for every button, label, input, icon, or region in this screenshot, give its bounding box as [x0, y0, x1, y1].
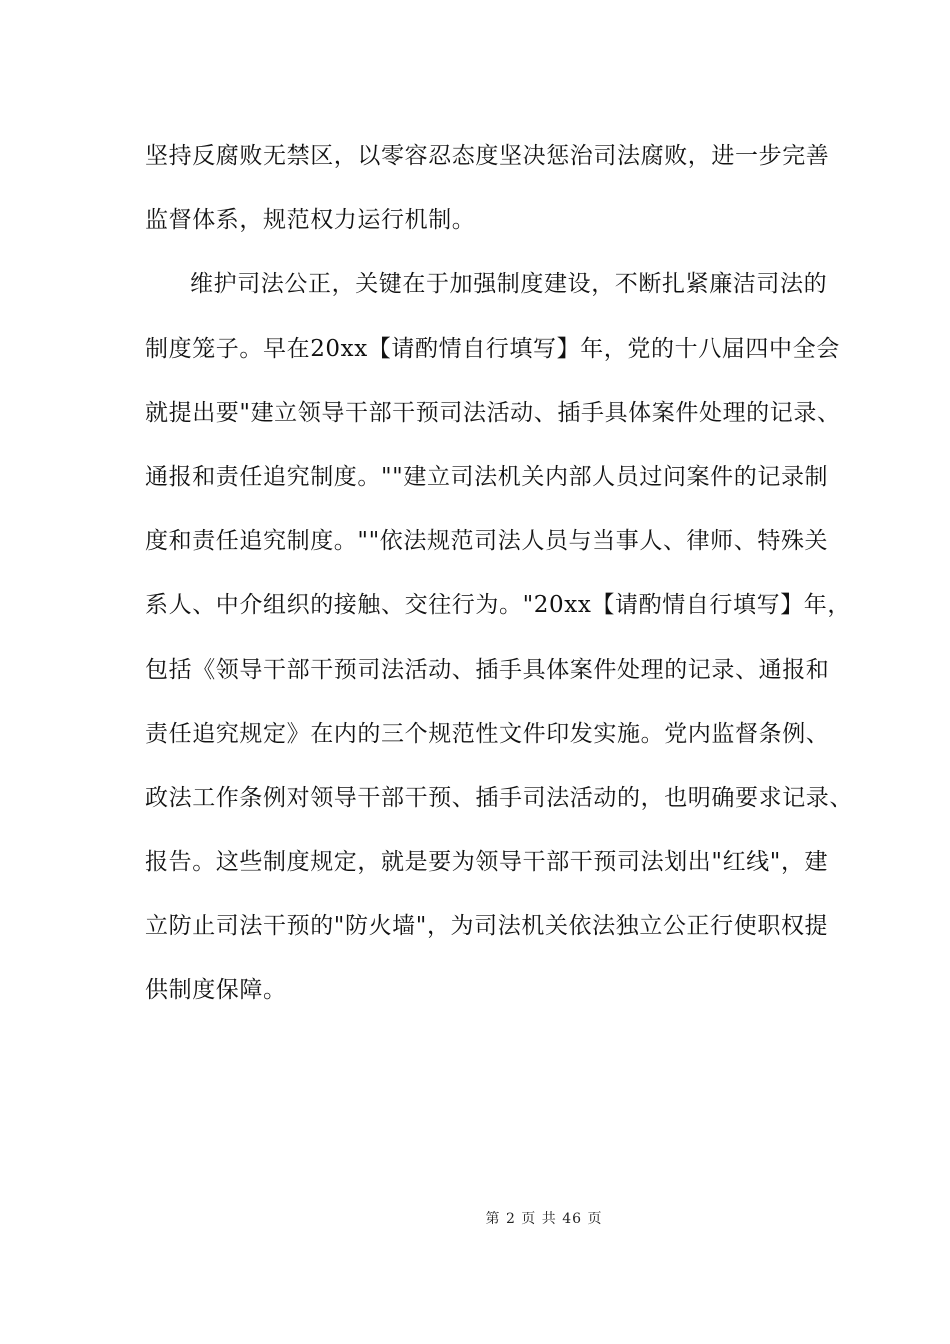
text-line: 报告。这些制度规定，就是要为领导干部干预司法划出"红线"，建: [145, 849, 829, 876]
text-line: 立防止司法干预的"防火墙"，为司法机关依法独立公正行使职权提: [145, 913, 829, 940]
text-line: 供制度保障。: [145, 977, 287, 1004]
text-line: 通报和责任追究制度。""建立司法机关内部人员过问案件的记录制: [145, 463, 829, 490]
text-line: 度和责任追究制度。""依法规范司法人员与当事人、律师、特殊关: [145, 528, 829, 555]
body-text: [145, 126, 853, 1025]
text-line: 系人、中介组织的接触、交往行为。"20xx【请酌情自行填写】年，: [145, 592, 851, 619]
text-line: 包括《领导干部干预司法活动、插手具体案件处理的记录、通报和: [145, 656, 830, 683]
page-footer: [0, 1208, 950, 1228]
text-line: 政法工作条例对领导干部干预、插手司法活动的，也明确要求记录、: [145, 784, 853, 811]
page-number: 第 2 页 共 46 页: [485, 1211, 603, 1227]
text-line: 制度笼子。早在20xx【请酌情自行填写】年，党的十八届四中全会: [145, 335, 840, 362]
text-line: 监督体系，规范权力运行机制。: [145, 207, 476, 234]
paragraph-start-line: 维护司法公正，关键在于加强制度建设，不断扎紧廉洁司法的: [190, 271, 828, 298]
text-line: 就提出要"建立领导干部干预司法活动、插手具体案件处理的记录、: [145, 399, 841, 426]
text-line: 坚持反腐败无禁区，以零容忍态度坚决惩治司法腐败，进一步完善: [145, 143, 830, 169]
text-line: 责任追究规定》在内的三个规范性文件印发实施。党内监督条例、: [145, 720, 830, 747]
